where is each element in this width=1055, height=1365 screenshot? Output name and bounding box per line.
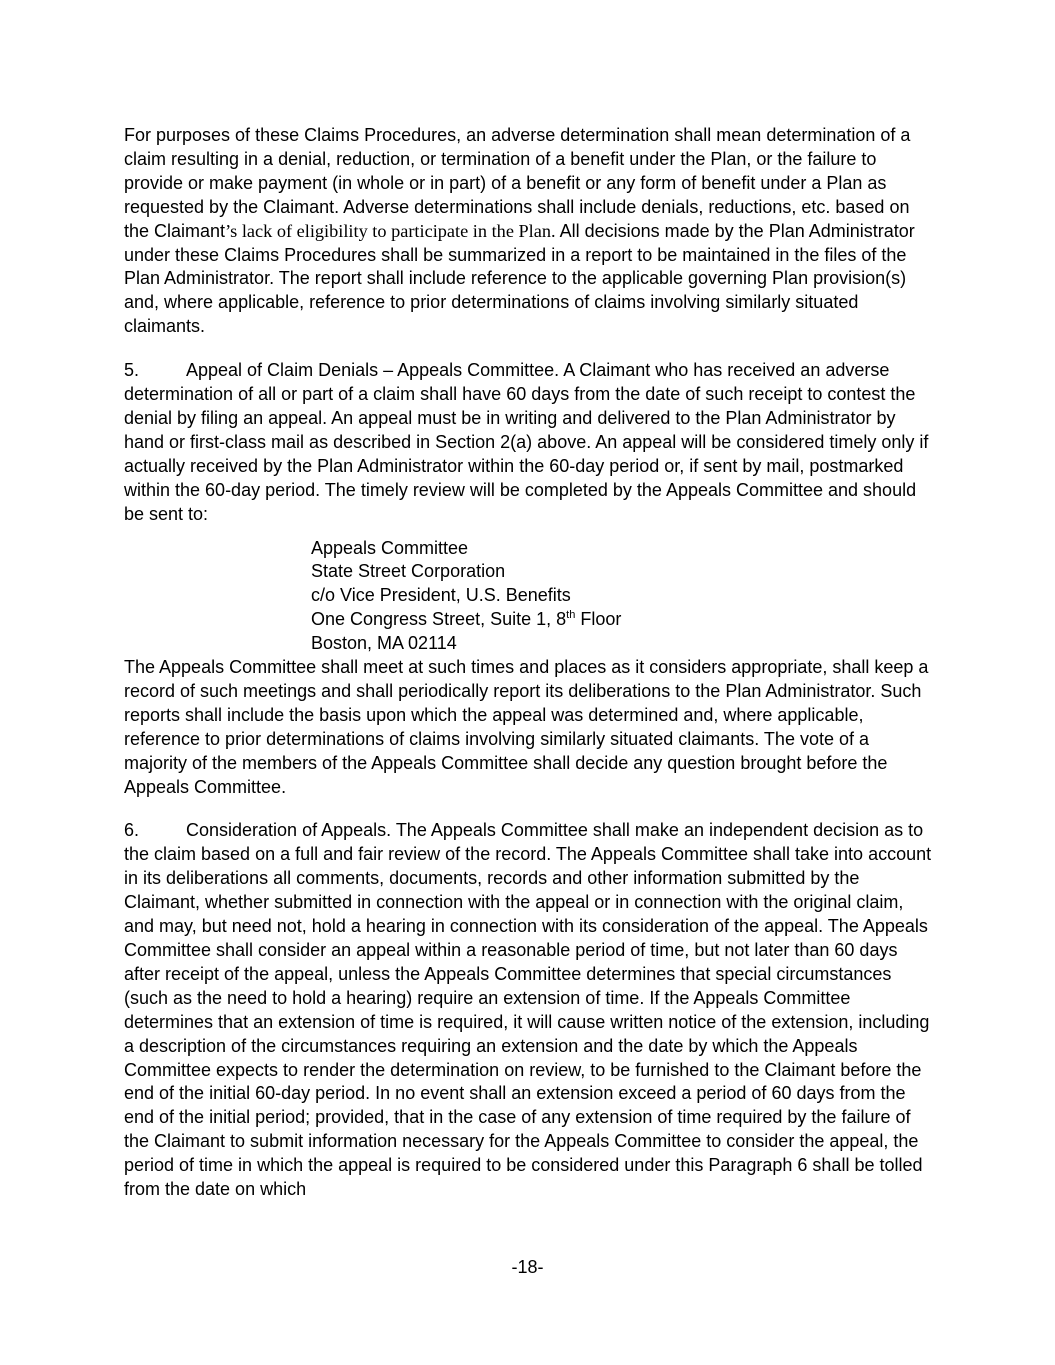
section-number: 5.: [124, 360, 140, 381]
paragraph-text: For purposes of these Claims Procedures, an adverse determination shall mean determination of a claim resulting in a denial, reduction, or termination of a benefit under the Plan, or the failure to provide or make payment (in whole or in part) of a benefit or any form of benefit under a Plan as requested by the Claimant. Adverse determinations shall include denials, reductions, etc. based on the Claimant: [124, 125, 911, 241]
address-line: c/o Vice President, U.S. Benefits: [311, 585, 571, 606]
document-page: [124, 124, 934, 1202]
address-line: State Street Corporation: [311, 561, 506, 582]
address-line: [311, 608, 934, 632]
paragraph-text: All decisions made by the Plan Administrator under these Claims Procedures shall be summarized in a report to be maintained in the files of the Plan Administrator. The report shall include reference to the applicable governing Plan provision(s) and, where applicable, reference to prior determinations of claims involving similarly situated claimants.: [124, 220, 915, 337]
address-line: Boston, MA 02114: [311, 633, 457, 654]
section-number: 6.: [124, 820, 140, 841]
page-number: -18-: [511, 1257, 544, 1277]
paragraph-adverse-determination: [124, 124, 934, 339]
section-5-paragraph: [124, 359, 934, 526]
section-5-text: Appeal of Claim Denials – Appeals Committee. A Claimant who has received an adverse determination of all or part of a claim shall have 60 days from the date of such receipt to contest the denial by filing an appeal. An appeal must be in writing and delivered to the Plan Administrator by hand or first-class mail as described in Section 2(a) above. An appeal will be considered timely only if actually received by the Plan Administrator within the 60-day period or, if sent by mail, postmarked within the 60-day period. The timely review will be completed by the Appeals Committee and should be sent to:: [124, 360, 929, 524]
ordinal-suffix: th: [566, 609, 576, 622]
paragraph-text-serif: ’s lack of eligibility to participate in the Plan.: [225, 220, 556, 241]
address-street: One Congress Street, Suite 1, 8: [311, 609, 567, 630]
section-6-paragraph: [124, 819, 934, 1202]
address-floor: Floor: [575, 609, 622, 630]
appeals-committee-paragraph: The Appeals Committee shall meet at such times and places as it considers appropriate, shall keep a record of such meetings and shall periodically report its deliberations to the Plan Administrator. Such reports shall include the basis upon which the appeal was determined and, where applicable, reference to prior determinations of claims involving similarly situated claimants. The vote of a majority of the members of the Appeals Committee shall decide any question brought before the Appeals Committee.: [124, 657, 929, 797]
mailing-address: [311, 537, 934, 657]
address-line: Appeals Committee: [311, 537, 469, 558]
section-6-text: Consideration of Appeals. The Appeals Committee shall make an independent decision as to the claim based on a full and fair review of the record. The Appeals Committee shall take into account in its deliberations all comments, documents, records and other information submitted by the Claimant, whether submitted in connection with the appeal or in connection with the original claim, and may, but need not, hold a hearing in connection with its consideration of the appeal. The Appeals Committee shall consider an appeal within a reasonable period of time, but not later than 60 days after receipt of the appeal, unless the Appeals Committee determines that special circumstances (such as the need to hold a hearing) require an extension of time. If the Appeals Committee determines that an extension of time is required, it will cause written notice of the extension, including a description of the circumstances requiring an extension and the date by which the Appeals Committee expects to render the determination on review, to be furnished to the Claimant before the end of the initial 60-day period. In no event shall an extension exceed a period of 60 days from the end of the initial period; provided, that in the case of any extension of time required by the failure of the Claimant to submit information necessary for the Appeals Committee to consider the appeal, the period of time in which the appeal is required to be considered under this Paragraph 6 shall be tolled from the date on which: [124, 820, 932, 1200]
